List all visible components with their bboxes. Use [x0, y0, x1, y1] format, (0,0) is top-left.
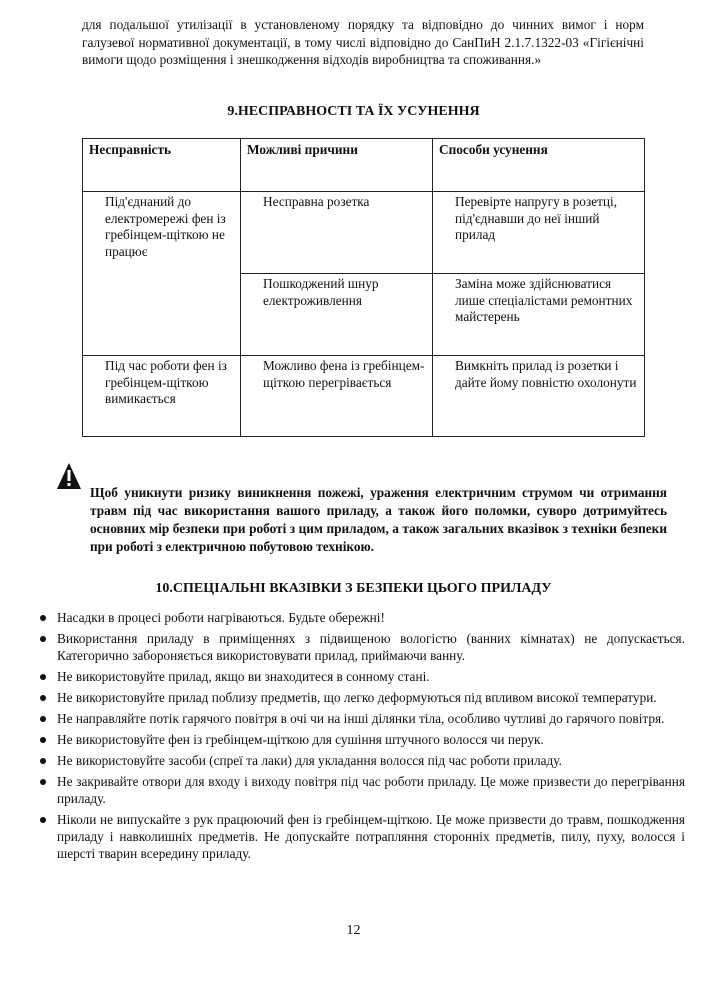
bullet-icon — [40, 737, 46, 743]
list-item: Не використовуйте засоби (спреї та лаки) для укладання волосся під час роботи приладу. — [40, 752, 685, 769]
bullet-icon — [40, 615, 46, 621]
table-row — [83, 356, 645, 437]
section-9-title: 9.НЕСПРАВНОСТІ ТА ЇХ УСУНЕННЯ — [227, 104, 480, 119]
bullet-icon — [40, 674, 46, 680]
list-item: Не закривайте отвори для входу і виходу повітря під час роботи приладу. Це може призвести до перегрівання приладу. — [40, 773, 685, 807]
remedy-cell: Перевірте напругу в розетці, під'єднавши до неї інший прилад — [433, 192, 645, 274]
bullet-icon — [40, 716, 46, 722]
table-header-row — [83, 139, 645, 192]
warning-text: Щоб уникнути ризику виникнення пожежі, ураження електричним струмом чи отримання травм під час використання вашого приладу, а також його поломки, суворо дотримуйтесь основних мір безпеки при роботі з цим приладом, а також загальних вказівок з техніки безпеки при роботі з електричною побутовою технікою. — [90, 485, 667, 554]
safety-instructions-list — [40, 609, 685, 866]
bullet-icon — [40, 695, 46, 701]
intro-paragraph — [82, 16, 644, 69]
list-item: Насадки в процесі роботи нагріваються. Будьте обережні! — [40, 609, 685, 626]
list-item: Використання приладу в приміщеннях з підвищеною вологістю (ванних кімнатах) не допускається. Категорично забороняється використовувати прилад, приймаючи ванну. — [40, 630, 685, 664]
fault-cell: Під'єднаний до електромережі фен із гребінцем-щіткою не працює — [83, 192, 241, 356]
list-item: Не використовуйте прилад, якщо ви знаходитеся в сонному стані. — [40, 668, 685, 685]
warning-paragraph — [82, 484, 667, 556]
intro-text: для подальшої утилізації в установленому порядку та відповідно до чинних вимог і норм галузевої нормативної документації, в тому числі відповідно до СанПиН 2.1.7.1322-03 «Гігієнічні вимоги щодо розміщення і знешкодження відходів виробництва та споживання.» — [82, 17, 644, 67]
bullet-icon — [40, 636, 46, 642]
cause-cell: Несправна розетка — [241, 192, 433, 274]
header-causes: Можливі причини — [241, 139, 433, 192]
remedy-cell: Заміна може здійснюватися лише спеціалістами ремонтних майстерень — [433, 274, 645, 356]
cause-cell: Можливо фена із гребінцем-щіткою перегрівається — [241, 356, 433, 437]
fault-cell: Під час роботи фен із гребінцем-щіткою вимикається — [83, 356, 241, 437]
troubleshooting-table — [82, 138, 645, 437]
page-number: 12 — [346, 923, 361, 938]
bullet-icon — [40, 779, 46, 785]
list-item: Не використовуйте фен із гребінцем-щіткою для сушіння штучного волосся чи перук. — [40, 731, 685, 748]
cause-cell: Пошкоджений шнур електроживлення — [241, 274, 433, 356]
list-item: Не використовуйте прилад поблизу предметів, що легко деформуються під впливом високої температури. — [40, 689, 685, 706]
remedy-cell: Вимкніть прилад із розетки і дайте йому повністю охолонути — [433, 356, 645, 437]
bullet-icon — [40, 817, 46, 823]
list-item: Не направляйте потік гарячого повітря в очі чи на інші ділянки тіла, особливо чутливі до гарячого повітря. — [40, 710, 685, 727]
header-fault: Несправність — [83, 139, 241, 192]
table-row — [83, 192, 645, 274]
section-10-title: 10.СПЕЦІАЛЬНІ ВКАЗІВКИ З БЕЗПЕКИ ЦЬОГО ПРИЛАДУ — [155, 581, 552, 596]
list-item: Ніколи не випускайте з рук працюючий фен із гребінцем-щіткою. Це може призвести до травм, пошкодження приладу і навколишніх предметів. Не допускайте потрапляння сторонніх предметів, пилу, пуху, волосся і шерсті тварин всередину приладу. — [40, 811, 685, 862]
bullet-icon — [40, 758, 46, 764]
header-remedies: Способи усунення — [433, 139, 645, 192]
